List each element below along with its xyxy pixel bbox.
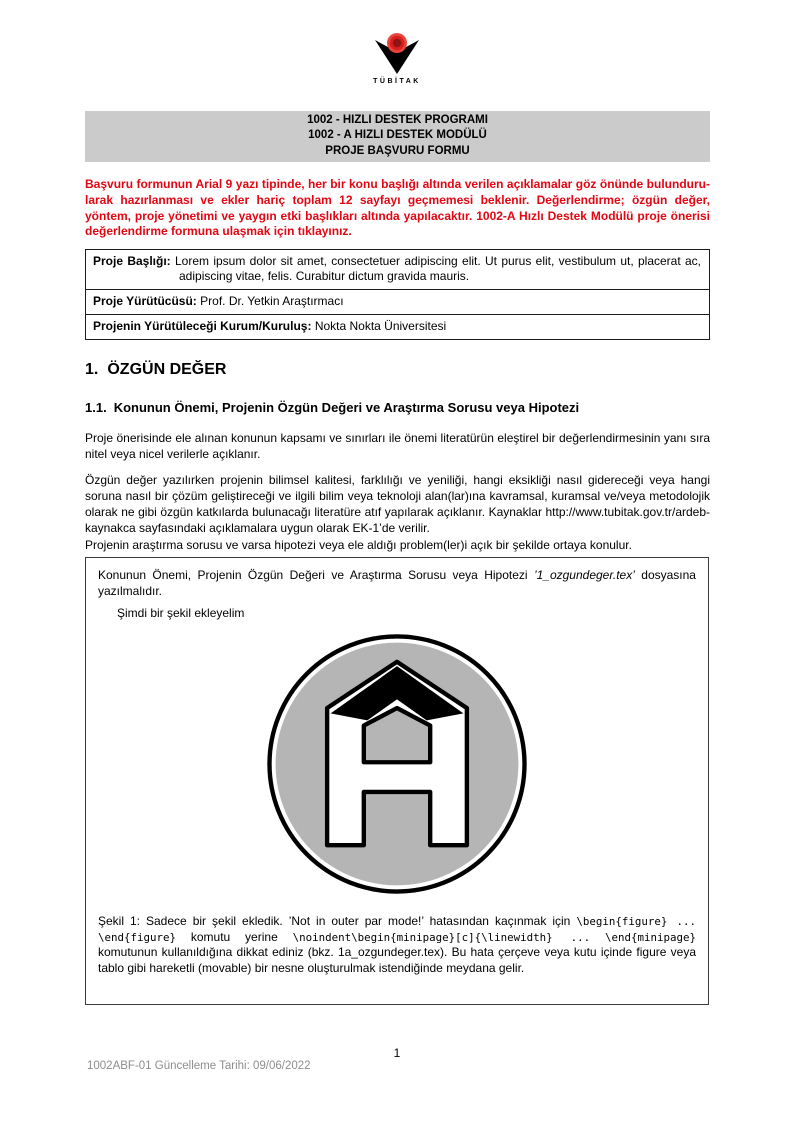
latex-code-figure: \begin{figure} ... \end{figure} bbox=[98, 915, 696, 944]
row-value: Nokta Nokta Üniversitesi bbox=[314, 319, 447, 333]
instructions-notice bbox=[85, 177, 710, 240]
table-row-project-leader bbox=[86, 290, 710, 315]
program-title-line-1: 1002 - HIZLI DESTEK PROGRAMI bbox=[307, 114, 488, 126]
tubitak-logo bbox=[0, 33, 794, 85]
row-text bbox=[93, 319, 701, 334]
paragraph-scope: Proje önerisinde ele alınan konunun kapsamı ve sınırları ile önemi literatürün eleştirel bir değerlendirmesinin yanı sıra nitel veya nicel verilerle açıklanır. bbox=[85, 431, 710, 461]
caption-text: komutu yerine bbox=[176, 929, 293, 944]
paragraph-research-question: Projenin araştırma sorusu ve varsa hipotezi veya ele aldığı problem(ler)i açık bir şekilde ortaya konulur. bbox=[85, 538, 632, 552]
row-label: Projenin Yürütüleceği Kurum/Kuruluş: bbox=[93, 319, 312, 333]
row-value: Prof. Dr. Yetkin Araştırmacı bbox=[200, 294, 344, 308]
form-title-box bbox=[85, 111, 710, 162]
figure-container bbox=[98, 633, 696, 900]
figure-intro-line: Şimdi bir şekil ekleyelim bbox=[117, 606, 245, 620]
tex-file-name: ’1_ozgundeger.tex’ bbox=[533, 568, 635, 582]
tubitak-logo-text: TÜBİTAK bbox=[373, 78, 421, 85]
latex-code-minipage-begin: \noindent\begin{minipage}[c]{\linewidth} ... bbox=[292, 930, 591, 944]
sun-core bbox=[393, 39, 401, 47]
house-h-logo-figure bbox=[266, 633, 528, 895]
tiklayiniz-link[interactable]: tıklayınız. bbox=[297, 224, 352, 239]
tubitak-logo-icon bbox=[368, 33, 426, 77]
row-text bbox=[93, 294, 701, 309]
section-number: 1. bbox=[85, 361, 99, 378]
caption-text bbox=[590, 930, 605, 944]
notice-text: Başvuru formunun Arial 9 yazı tipinde, her bir konu başlığı altında verilen açıklamalar göz önünde bulundurularak hazırlanması ve ekler hariç toplam 12 sayfayı geçmemesi beklenir. Değerlendirme; özgün değer, yöntem, proje yönetimi ve yaygın etki başlıkları altında yapılacaktır. 1002-A Hızlı Destek Modülü proje önerisi değerlendirme formuna ulaşmak için bbox=[85, 177, 710, 239]
latex-code-minipage-end: \end{minipage} bbox=[604, 930, 696, 944]
project-info-table bbox=[85, 249, 710, 340]
table-row-project-title bbox=[86, 250, 710, 290]
caption-text: Şekil 1: Sadece bir şekil ekledik. ’Not in outer par mode!’ hatasından kaçınmak için bbox=[98, 914, 577, 928]
intro-text: Konunun Önemi, Projenin Özgün Değeri ve Araştırma Sorusu veya Hipotezi bbox=[98, 568, 534, 582]
figure-caption bbox=[98, 914, 696, 977]
row-text bbox=[93, 254, 701, 284]
subsection-number: 1.1. bbox=[85, 400, 107, 415]
box-intro-paragraph bbox=[98, 567, 696, 599]
section-1-1-heading bbox=[85, 400, 579, 415]
program-title-line-2: 1002 - A HIZLI DESTEK MODÜLÜ bbox=[308, 129, 487, 142]
table-row-institution bbox=[86, 315, 710, 340]
row-label: Proje Başlığı: bbox=[93, 254, 171, 268]
program-title-line-3: PROJE BAŞVURU FORMU bbox=[325, 144, 470, 157]
section-content-box bbox=[85, 557, 709, 1005]
page-number: 1 bbox=[393, 1046, 401, 1060]
footer-version-note: 1002ABF-01 Güncelleme Tarihi: 09/06/2022 bbox=[87, 1060, 311, 1072]
row-label: Proje Yürütücüsü: bbox=[93, 294, 197, 308]
intro-text-end: dosyasına yazılmalıdır. bbox=[98, 568, 696, 598]
caption-text: komutunun kullanıldığına dikkat ediniz (bkz. 1a_ozgundeger.tex). Bu hata çerçeve veya kutu içinde figure veya tablo gibi hareketli (movable) bir nesne oluşturulmak istendiğinde meydana gelir. bbox=[98, 945, 696, 976]
subsection-title: Konunun Önemi, Projenin Özgün Değeri ve Araştırma Sorusu veya Hipotezi bbox=[113, 400, 580, 415]
section-title: ÖZGÜN DEĞER bbox=[107, 361, 227, 378]
section-1-heading bbox=[85, 361, 226, 379]
paragraph-original-value: Özgün değer yazılırken projenin bilimsel kalitesi, farklılığı ve yeniliği, hangi eksikliği nasıl gidereceği veya hangi soruna nasıl bir çözüm geliştireceği ve ilgili bilim veya teknoloji alan(lar)ına kavramsal, kuramsal ve/veya metodolojik olarak ne gibi özgün katkılarda bulunacağı literatüre atıf yapılarak açıklanır. Kaynaklar http://www.tubitak.gov.tr/ardeb-kaynakca sayfasındaki açıklamalara uygun olarak EK-1’de verilir. bbox=[85, 473, 710, 535]
row-value: Lorem ipsum dolor sit amet, consectetuer adipiscing elit. Ut purus elit, vestibulum ut, placerat ac, adipiscing vitae, felis. Curabitur dictum gravida mauris. bbox=[175, 254, 701, 283]
